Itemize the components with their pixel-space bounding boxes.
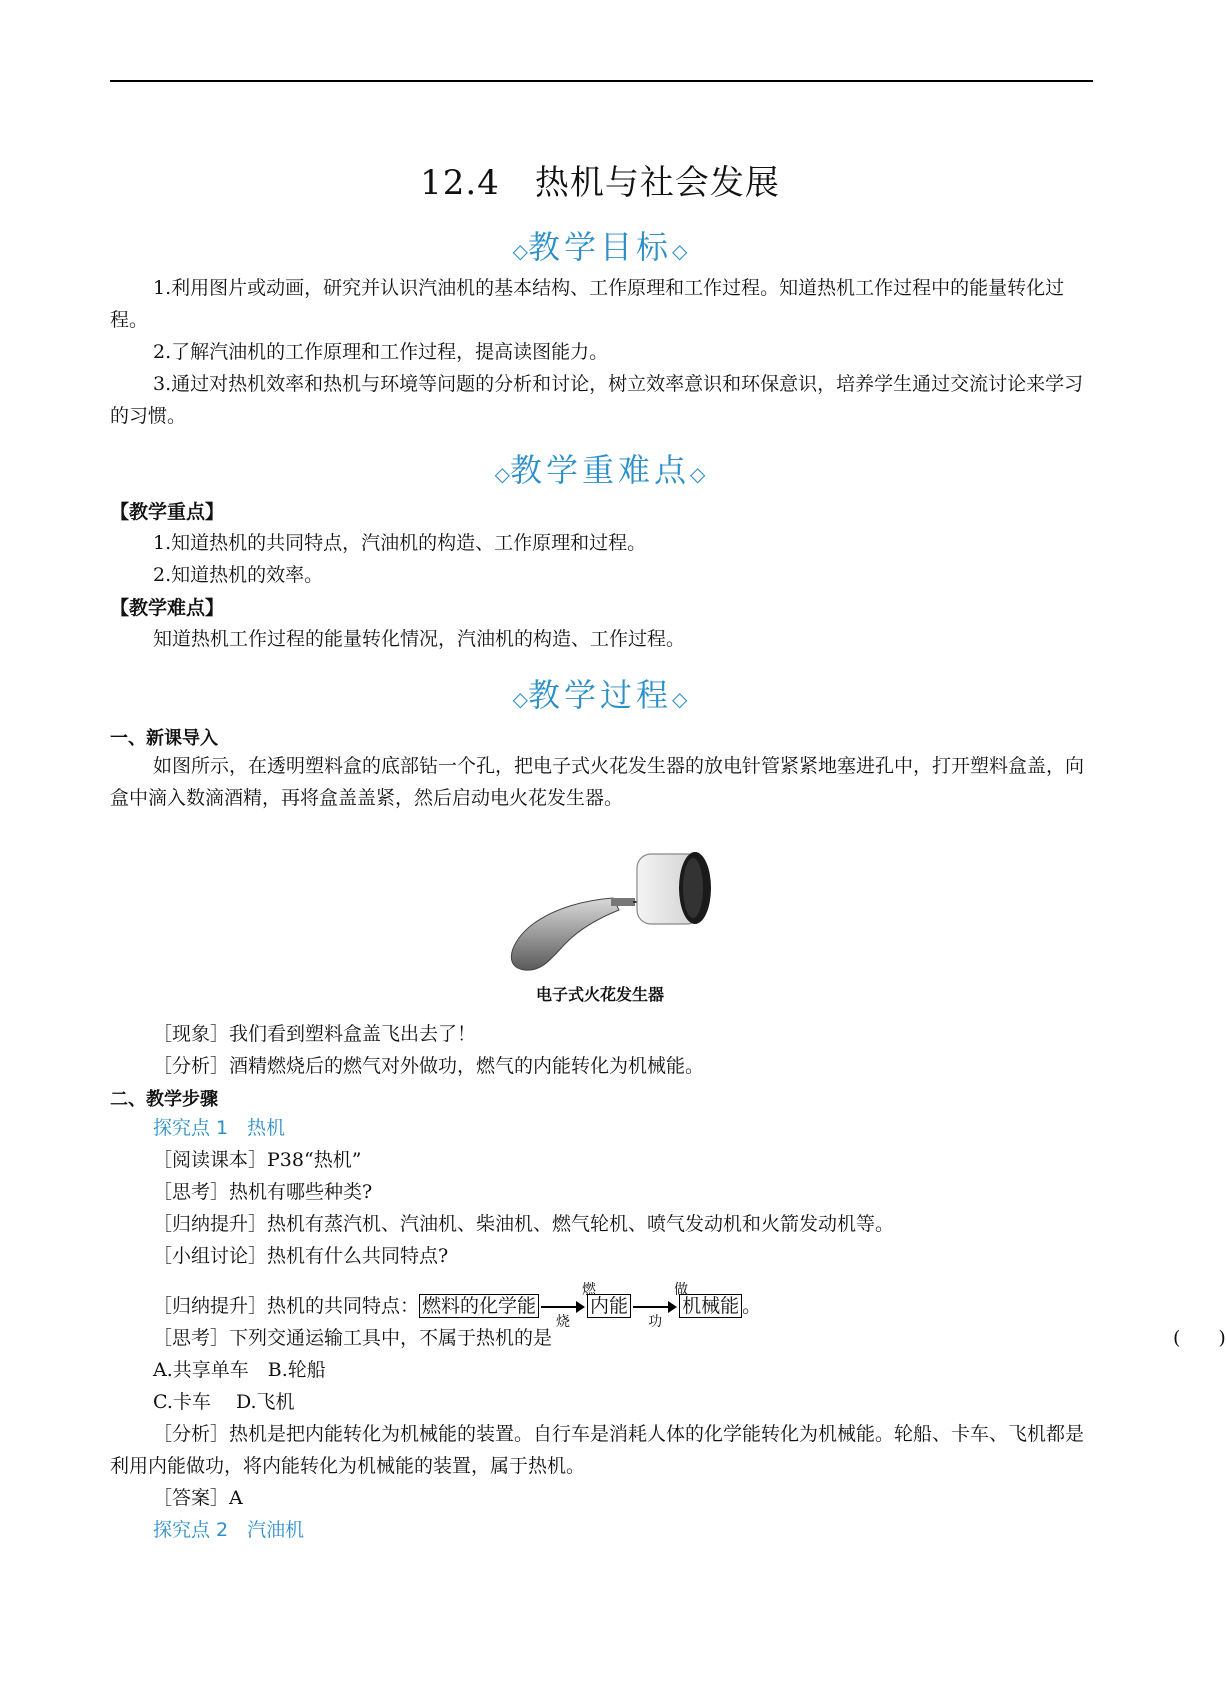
diamond-icon: ◇	[512, 687, 528, 711]
arrow-work: 做功	[631, 1298, 679, 1316]
phenomenon: ［现象］我们看到塑料盒盖飞出去了！	[153, 1023, 477, 1045]
answer: ［答案］A	[153, 1487, 243, 1509]
think-1: ［思考］热机有哪些种类?	[153, 1181, 373, 1203]
diamond-icon: ◇	[672, 687, 688, 711]
answer-paren: ( )	[1173, 1327, 1226, 1349]
image-caption: 电子式火花发生器	[535, 985, 664, 1004]
steps-heading: 二、教学步骤	[110, 1089, 218, 1110]
header-rule	[110, 80, 1093, 82]
page-title: 12.4 热机与社会发展	[420, 163, 780, 203]
arrow-burn: 燃烧	[539, 1298, 587, 1316]
flow-box-chemical-energy: 燃料的化学能	[419, 1294, 539, 1318]
summary-1: ［归纳提升］热机有蒸汽机、汽油机、柴油机、燃气轮机、喷气发动机和火箭发动机等。	[153, 1213, 895, 1235]
difficulty-text: 知道热机工作过程的能量转化情况，汽油机的构造、工作过程。	[153, 628, 686, 650]
intro-heading: 一、新课导入	[110, 728, 218, 749]
read-textbook: ［阅读课本］P38“热机”	[153, 1149, 362, 1171]
group-discussion: ［小组讨论］热机有什么共同特点?	[153, 1245, 449, 1267]
objective-3: 3.通过对热机效率和热机与环境等问题的分析和讨论，树立效率意识和环保意识，培养学生通过交流讨论来学习的习惯。	[110, 373, 1084, 427]
spark-generator-image	[495, 838, 725, 973]
section-key-points: ◇教学重难点◇	[494, 451, 706, 489]
focus-item-2: 2.知道热机的效率。	[153, 564, 324, 586]
section-objectives: ◇教学目标◇	[512, 228, 688, 266]
summary-2: ［归纳提升］热机的共同特点： 燃料的化学能 燃烧 内能 做功 机械能 。	[153, 1282, 762, 1330]
analysis: ［分析］酒精燃烧后的燃气对外做功，燃气的内能转化为机械能。	[153, 1055, 705, 1077]
diamond-icon: ◇	[512, 239, 528, 263]
diamond-icon: ◇	[690, 462, 706, 486]
focus-label: 【教学重点】	[110, 501, 225, 523]
diamond-icon: ◇	[494, 462, 510, 486]
flow-box-mechanical-energy: 机械能	[679, 1294, 742, 1318]
flow-box-internal-energy: 内能	[587, 1294, 631, 1318]
inquiry-point-1: 探究点 1 热机	[153, 1117, 286, 1139]
focus-item-1: 1.知道热机的共同特点，汽油机的构造、工作原理和过程。	[153, 532, 647, 554]
analysis-2: ［分析］热机是把内能转化为机械能的装置。自行车是消耗人体的化学能转化为机械能。轮船、卡车、飞机都是利用内能做功，将内能转化为机械能的装置，属于热机。	[110, 1423, 1085, 1477]
objective-1: 1.利用图片或动画，研究并认识汽油机的基本结构、工作原理和工作过程。知道热机工作过程中的能量转化过程。	[110, 277, 1065, 331]
intro-text: 如图所示，在透明塑料盒的底部钻一个孔，把电子式火花发生器的放电针管紧紧地塞进孔中，打开塑料盒盖，向盒中滴入数滴酒精，再将盒盖盖紧，然后启动电火花发生器。	[110, 755, 1085, 809]
difficulty-label: 【教学难点】	[110, 597, 225, 619]
section-process: ◇教学过程◇	[512, 676, 688, 714]
inquiry-point-2: 探究点 2 汽油机	[153, 1519, 305, 1541]
options-row-2: C.卡车 D.飞机	[153, 1391, 295, 1413]
think-2: ［思考］下列交通运输工具中，不属于热机的是 ( )	[110, 1322, 1093, 1354]
options-row-1: A.共享单车 B.轮船	[153, 1359, 326, 1381]
diamond-icon: ◇	[672, 239, 688, 263]
objective-2: 2.了解汽油机的工作原理和工作过程，提高读图能力。	[153, 341, 609, 363]
